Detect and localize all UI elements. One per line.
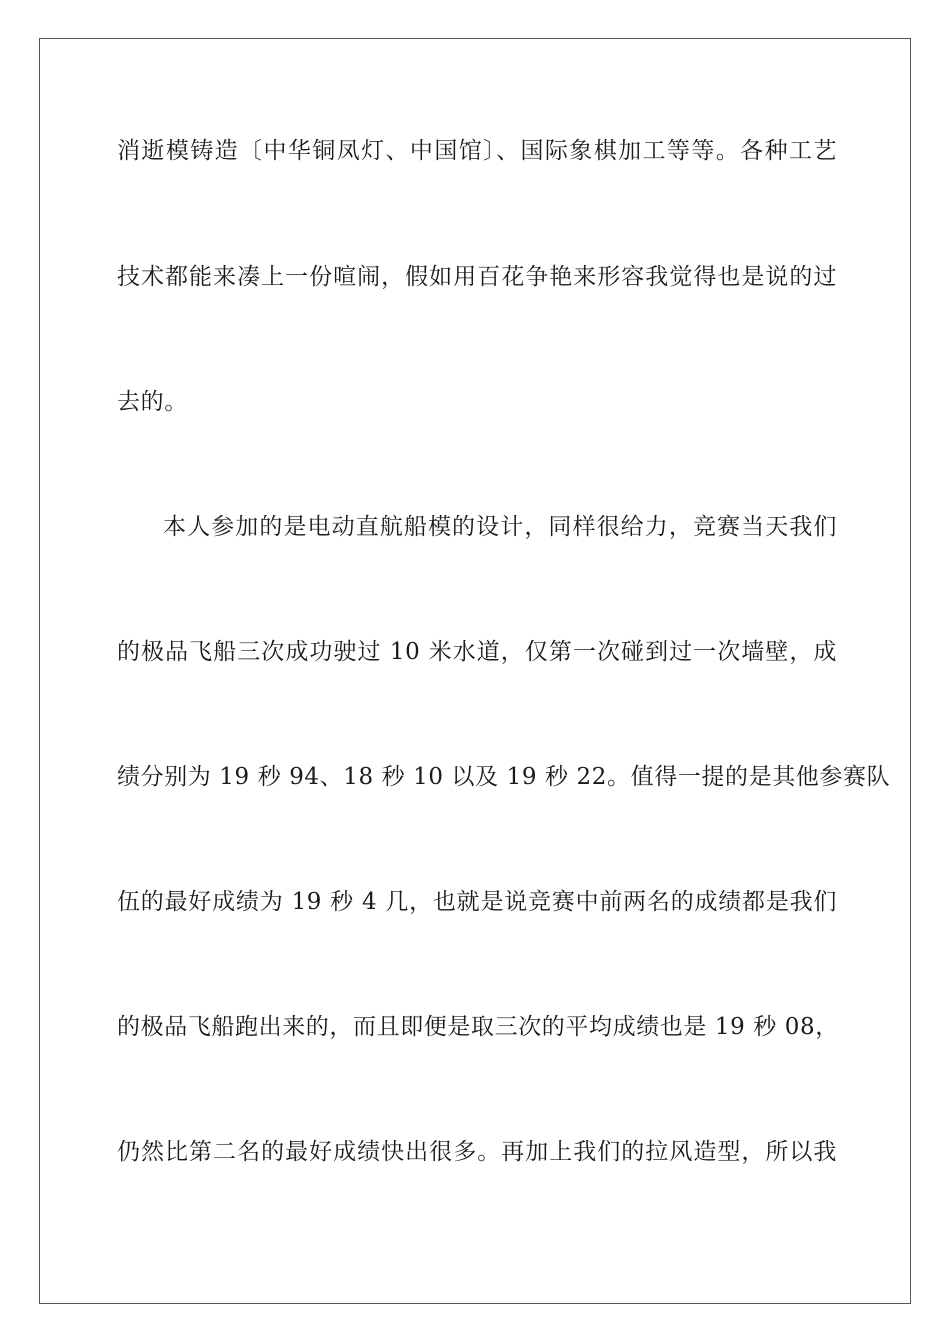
paragraph-line: 技术都能来凑上一份喧闹，假如用百花争艳来形容我觉得也是说的过 — [117, 264, 837, 290]
page-border — [39, 38, 911, 1304]
paragraph-line: 去的。 — [117, 389, 188, 415]
paragraph-line: 仍然比第二名的最好成绩快出很多。再加上我们的拉风造型，所以我 — [117, 1139, 837, 1165]
paragraph-line: 绩分别为 19 秒 94、18 秒 10 以及 19 秒 22。值得一提的是其他参赛队 — [117, 764, 891, 790]
paragraph-line: 的极品飞船三次成功驶过 10 米水道，仅第一次碰到过一次墙壁，成 — [117, 639, 837, 665]
paragraph-line: 本人参加的是电动直航船模的设计，同样很给力，竞赛当天我们 — [163, 514, 837, 540]
paragraph-line: 消逝模铸造〔中华铜凤灯、中国馆〕、国际象棋加工等等。各种工艺 — [117, 138, 837, 164]
paragraph-line: 的极品飞船跑出来的，而且即便是取三次的平均成绩也是 19 秒 08， — [117, 1014, 839, 1040]
paragraph-line: 伍的最好成绩为 19 秒 4 几，也就是说竞赛中前两名的成绩都是我们 — [117, 889, 837, 915]
